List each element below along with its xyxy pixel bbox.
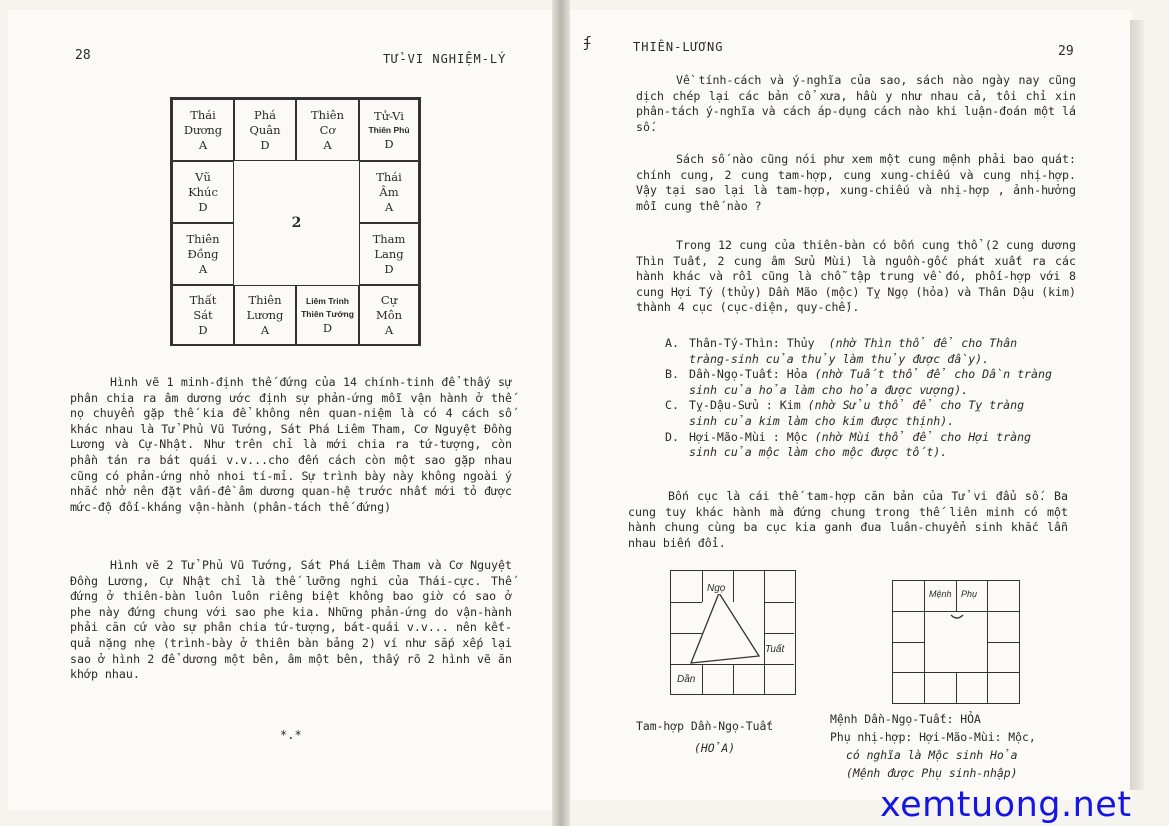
label-dan: Dần <box>677 674 696 685</box>
grid-cell: Tử-Vi Thiên Phủ D <box>359 99 419 161</box>
list-item: A. Thân-Tý-Thìn: Thủy (nhờ Thìn thổ để cho Thân tràng-sinh của thủy làm thủy được đầy). <box>665 336 1018 366</box>
running-head-left: TỬ-VI NGHIỆM-LÝ <box>383 52 507 66</box>
cuc-list <box>665 336 1075 461</box>
grid-cell: Phá Quân D <box>234 99 296 161</box>
grid-cell: Thiên Lương A <box>234 285 296 346</box>
grid-cell: Liêm Trinh Thiên Tướng D <box>296 285 359 346</box>
grid-cell: Thái Dương A <box>172 99 234 161</box>
figure-caption: Tam-hợp Dần-Ngọ-Tuất <box>636 719 774 733</box>
margin-mark: ʄ <box>583 35 592 51</box>
figure-caption: có nghĩa là Mộc sinh Hỏa <box>846 748 1018 762</box>
tam-hop-diagram <box>670 570 796 695</box>
grid-cell: Thái Âm A <box>359 161 419 223</box>
figure-caption: (Mệnh được Phụ sinh-nhập) <box>846 766 1018 780</box>
body-paragraph: Hình vẽ 1 minh-định thế đứng của 14 chính-tinh để thấy sự phân chia ra âm dương ước định sự phản-ứng mỗi vận hành ở thế nọ chuyển gặp thế kia để không nên quan-niệm là có 4 cách số khác nhau là Tử Phủ Vũ Tướng, Sát Phá Liêm Tham, Cơ Nguyệt Đồng Lương và Cự-Nhật. Như trên chỉ là mới chia ra tứ-tượng, còn phần tán ra bát quái v.v...cho đến cách còn một sao gặp nhau cũng có phản-ứng nhỏ nhoi tí-mỉ. Sự trình bày này không ngoài ý nhắc nhở nên đặt vấn-đề âm dương quan-hệ trước nhất mới tỏ được mức-độ đối-kháng vận-hành (phân-tách thế đứng) <box>70 375 512 514</box>
grid-cell: Vũ Khúc D <box>172 161 234 223</box>
body-paragraph: Về tính-cách và ý-nghĩa của sao, sách nào ngày nay cũng dịch chép lại các bản cổ xưa, hầu y như nhau cả, tôi chỉ xin phân-tách ý-nghĩa và cách áp-dụng cách nào khi luận-đoán một lá số. <box>636 73 1076 134</box>
page-edge <box>1130 20 1144 790</box>
list-item: C. Tỵ-Dậu-Sửu : Kim (nhờ Sửu thổ để cho Tỵ tràng sinh của kim làm cho kim được thịnh). <box>665 398 1025 428</box>
ornament: *.* <box>280 728 302 742</box>
label-menh: Mệnh <box>929 589 952 599</box>
body-paragraph: Bốn cục là cái thế tam-hợp căn bản của Tử vi đẩu số. Ba cung tuy khác hành mà đứng chung trong thế liên minh có một hành chung cùng ba cục kia ganh đua luân-chuyển sinh khắc lẫn nhau biến đổi. <box>628 489 1068 550</box>
grid-cell: Thiên Cơ A <box>296 99 359 161</box>
list-item: D. Hợi-Mão-Mùi : Mộc (nhờ Mùi thổ để cho Hợi tràng sinh của mộc làm cho mộc được tốt). <box>665 429 1032 460</box>
grid-cell: Tham Lang D <box>359 223 419 285</box>
grid-cell: Thiên Đồng A <box>172 223 234 285</box>
grid-cell: Thất Sát D <box>172 285 234 346</box>
label-phu: Phụ <box>961 589 978 599</box>
link-arc <box>893 581 1021 705</box>
body-paragraph: Sách số nào cũng nói phư xem một cung mệnh phải bao quát: chính cung, 2 cung tam-hợp, cung xung-chiếu và cung nhị-hợp. Vậy tại sao lại là tam-hợp, xung-chiếu và nhị-hợp , ảnh-hưởng mỗi cung thế nào ? <box>636 152 1076 213</box>
label-tuat: Tuất <box>765 644 785 655</box>
page-number-left: 28 <box>75 48 91 63</box>
watermark-link[interactable]: xemtuong.net <box>880 785 1132 825</box>
body-paragraph: Hình vẽ 2 Tử Phủ Vũ Tướng, Sát Phá Liêm Tham và Cơ Nguyệt Đồng Lương, Cự Nhật chỉ là thế lưỡng nghi của Thái-cực. Thế đứng ở thiên-bàn luôn luôn riêng biệt không bao giờ có sao ở phe này đứng chung với sao phe kia. Những phản-ứng do vận-hành phải căn cứ vào sự phân chia tứ-tượng, bát-quái v.v... nên kết-quả nặng nhẹ (trình-bày ở thiên bàn bảng 2) ví như sắp xếp lại sao ở hình 2 để dương một bên, âm một bên, thấy rõ 2 hình vẽ ăn khớp nhau. <box>70 558 512 682</box>
running-head-right: THIÊN-LƯƠNG <box>633 40 724 54</box>
figure-caption: Mệnh Dần-Ngọ-Tuất: HỎA <box>830 712 981 726</box>
grid-center: 2 <box>291 214 302 231</box>
body-paragraph: Trong 12 cung của thiên-bàn có bốn cung thổ (2 cung dương Thìn Tuất, 2 cung âm Sửu Mùi) là nguồn-gốc phát xuất ra các hành khác và rồi cũng là chỗ tập trung về đó, phối-hợp với 8 cung Hợi Tý (thủy) Dần Mão (mộc) Tỵ Ngọ (hỏa) và Thân Dậu (kim) thành 4 cục (cục-diện, quy-chế). <box>636 238 1076 315</box>
figure-caption: Phụ nhị-hợp: Hợi-Mão-Mùi: Mộc, <box>830 730 1036 744</box>
star-grid-diagram <box>170 97 421 346</box>
list-item: B. Dần-Ngọ-Tuất: Hỏa (nhờ Tuất thổ để cho Dần tràng sinh của hỏa làm cho hỏa được vượng). <box>665 367 1052 397</box>
figure-caption: (HỎA) <box>694 741 736 755</box>
nhi-hop-diagram <box>892 580 1020 704</box>
grid-cell: Cự Môn A <box>359 285 419 346</box>
page-number-right: 29 <box>1058 44 1074 59</box>
book-gutter <box>552 0 570 826</box>
label-ngo: Ngọ <box>707 583 726 594</box>
